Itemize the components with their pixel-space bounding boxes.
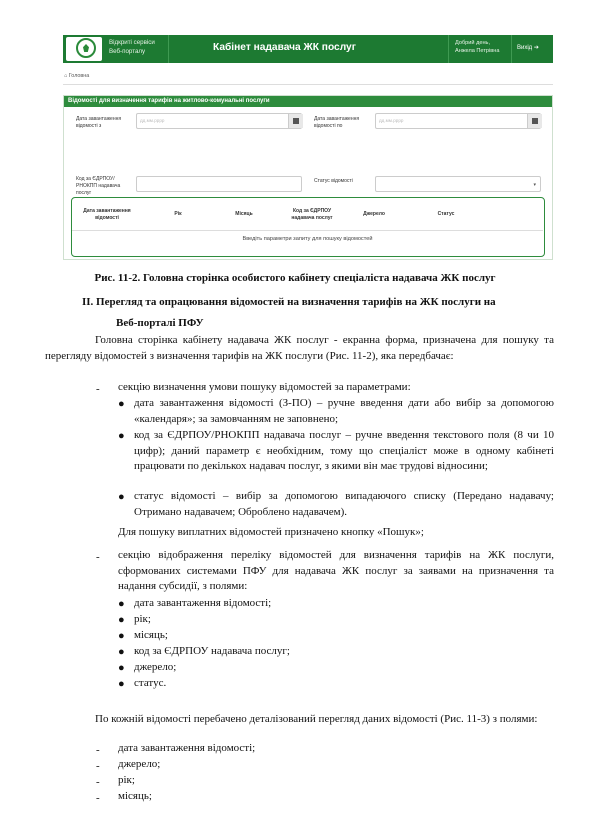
bullet-marker: ● [118,630,125,642]
brand-line1: Відкриті сервіси [109,39,155,46]
dash-marker: - [96,792,100,804]
emblem-icon [76,38,96,58]
cabinet-screenshot [63,35,553,260]
col-header[interactable]: Рік [174,211,182,217]
pfu-logo [66,37,102,61]
detail-paragraph: По кожній відомості перебачено деталізований перегляд даних відомості (Рис. 11-3) з полями: [95,713,538,725]
bullet-item: рік; [134,613,151,625]
panel-title: Відомості для визначення тарифів на житлово-комунальні послуги [64,96,552,107]
col-header[interactable]: Джерело [363,211,385,217]
user-name: Анжела Петрівна [455,48,500,54]
col-header[interactable]: Дата завантаження відомості [83,208,131,221]
bullet-marker: ● [118,614,125,626]
date-to-label: Дата завантаження відомості по [314,116,360,129]
empty-message: Введіть параметри запиту для пошуку відомостей [242,236,373,242]
dash-marker: - [96,760,100,772]
bullet-marker: ● [118,398,125,410]
dash-marker: - [96,776,100,788]
calendar-icon[interactable] [527,114,542,128]
col-header[interactable]: Місяць [235,211,253,217]
bullet-item: статус відомості – вибір за допомогою випадаючого списку (Передано надавачу; Отримано надавачем; Оброблено надавачем). [134,490,554,518]
calendar-icon[interactable] [288,114,303,128]
brand-line2: Веб-порталу [109,48,146,55]
code-input[interactable] [136,176,302,192]
detail-item: місяць; [118,790,152,802]
top-bar [63,35,553,63]
col-header[interactable]: Статус [437,211,455,217]
dash-marker: - [96,383,100,395]
status-select[interactable] [375,176,541,192]
status-label: Статус відомості [314,178,353,184]
results-table [71,197,545,257]
divider [63,84,553,85]
intro-paragraph: Головна сторінка кабінету надавача ЖК послуг - екранна форма, призначена для пошуку та перегляду відомостей з визначення тарифів на ЖК послуги (Рис. 11-2), яка передбачає: [45,334,554,362]
detail-item: дата завантаження відомості; [118,742,256,754]
date-to-input[interactable] [375,113,541,129]
breadcrumb-home[interactable]: ⌂ Головна [64,73,90,79]
bullet-marker: ● [118,678,125,690]
bullet-marker: ● [118,491,125,503]
bullet-marker: ● [118,598,125,610]
section1-text: секцію визначення умови пошуку відомостей за параметрами: [118,381,411,393]
user-greeting[interactable] [455,39,499,55]
bullet-marker: ● [118,646,125,658]
divider [168,35,169,63]
date-from-input[interactable] [136,113,302,129]
section2-text: секцію відображення переліку відомостей для визначення тарифів на ЖК послуги, сформованих системами ПФУ для надавача ЖК послуг за заявами на призначення та надання субсидії, з полями: [118,549,554,592]
divider [72,230,543,231]
dash-marker: - [96,551,100,563]
bullet-item: код за ЄДРПОУ надавача послуг; [134,645,290,657]
detail-item: джерело; [118,758,161,770]
figure-caption: Рис. 11-2. Головна сторінка особистого кабінету спеціаліста надавача ЖК послуг [94,272,496,284]
section-heading-line1: ІІ. Перегляд та опрацювання відомостей на визначення тарифів на ЖК послуги на [82,296,496,308]
bullet-item: статус. [134,677,167,689]
date-from-placeholder: дд.мм.рррр [140,118,165,123]
col-header[interactable]: Код за ЄДРПОУ надавача послуг [291,208,333,221]
bullet-marker: ● [118,430,125,442]
code-label: Код за ЄДРПОУ/ РНОКПП надавача послуг [76,176,121,196]
bullet-marker: ● [118,662,125,674]
date-to-placeholder: дд.мм.рррр [379,118,404,123]
divider [511,35,512,63]
logout-button[interactable]: Вихід ➔ [517,45,539,51]
bullet-item: код за ЄДРПОУ/РНОКПП надавача послуг – ручне введення текстового поля (8 чи 10 цифр); даний параметр є необхідним, тому що спеціаліст може в одному кабінеті працювати по декількох надавач послуг, з якими він має трудові відносини; [134,429,554,472]
greeting-line1: Добрий день, [455,40,491,46]
bullet-item: джерело; [134,661,177,673]
bullet-item: дата завантаження відомості; [134,597,272,609]
date-from-label: Дата завантаження відомості з [76,116,122,129]
dash-marker: - [96,744,100,756]
bullet-item: дата завантаження відомості (З-ПО) – ручне введення дати або вибір за допомогою «календаря»; за замовчанням не заповнено; [134,397,554,425]
bullet-item: місяць; [134,629,168,641]
search-note: Для пошуку виплатних відомостей призначено кнопку «Пошук»; [118,526,424,538]
section-heading-line2: Веб-порталі ПФУ [116,317,204,329]
detail-item: рік; [118,774,135,786]
app-title: Кабінет надавача ЖК послуг [213,42,356,53]
divider [448,35,449,63]
brand-text [109,38,155,56]
chevron-down-icon: ▾ [533,182,536,188]
